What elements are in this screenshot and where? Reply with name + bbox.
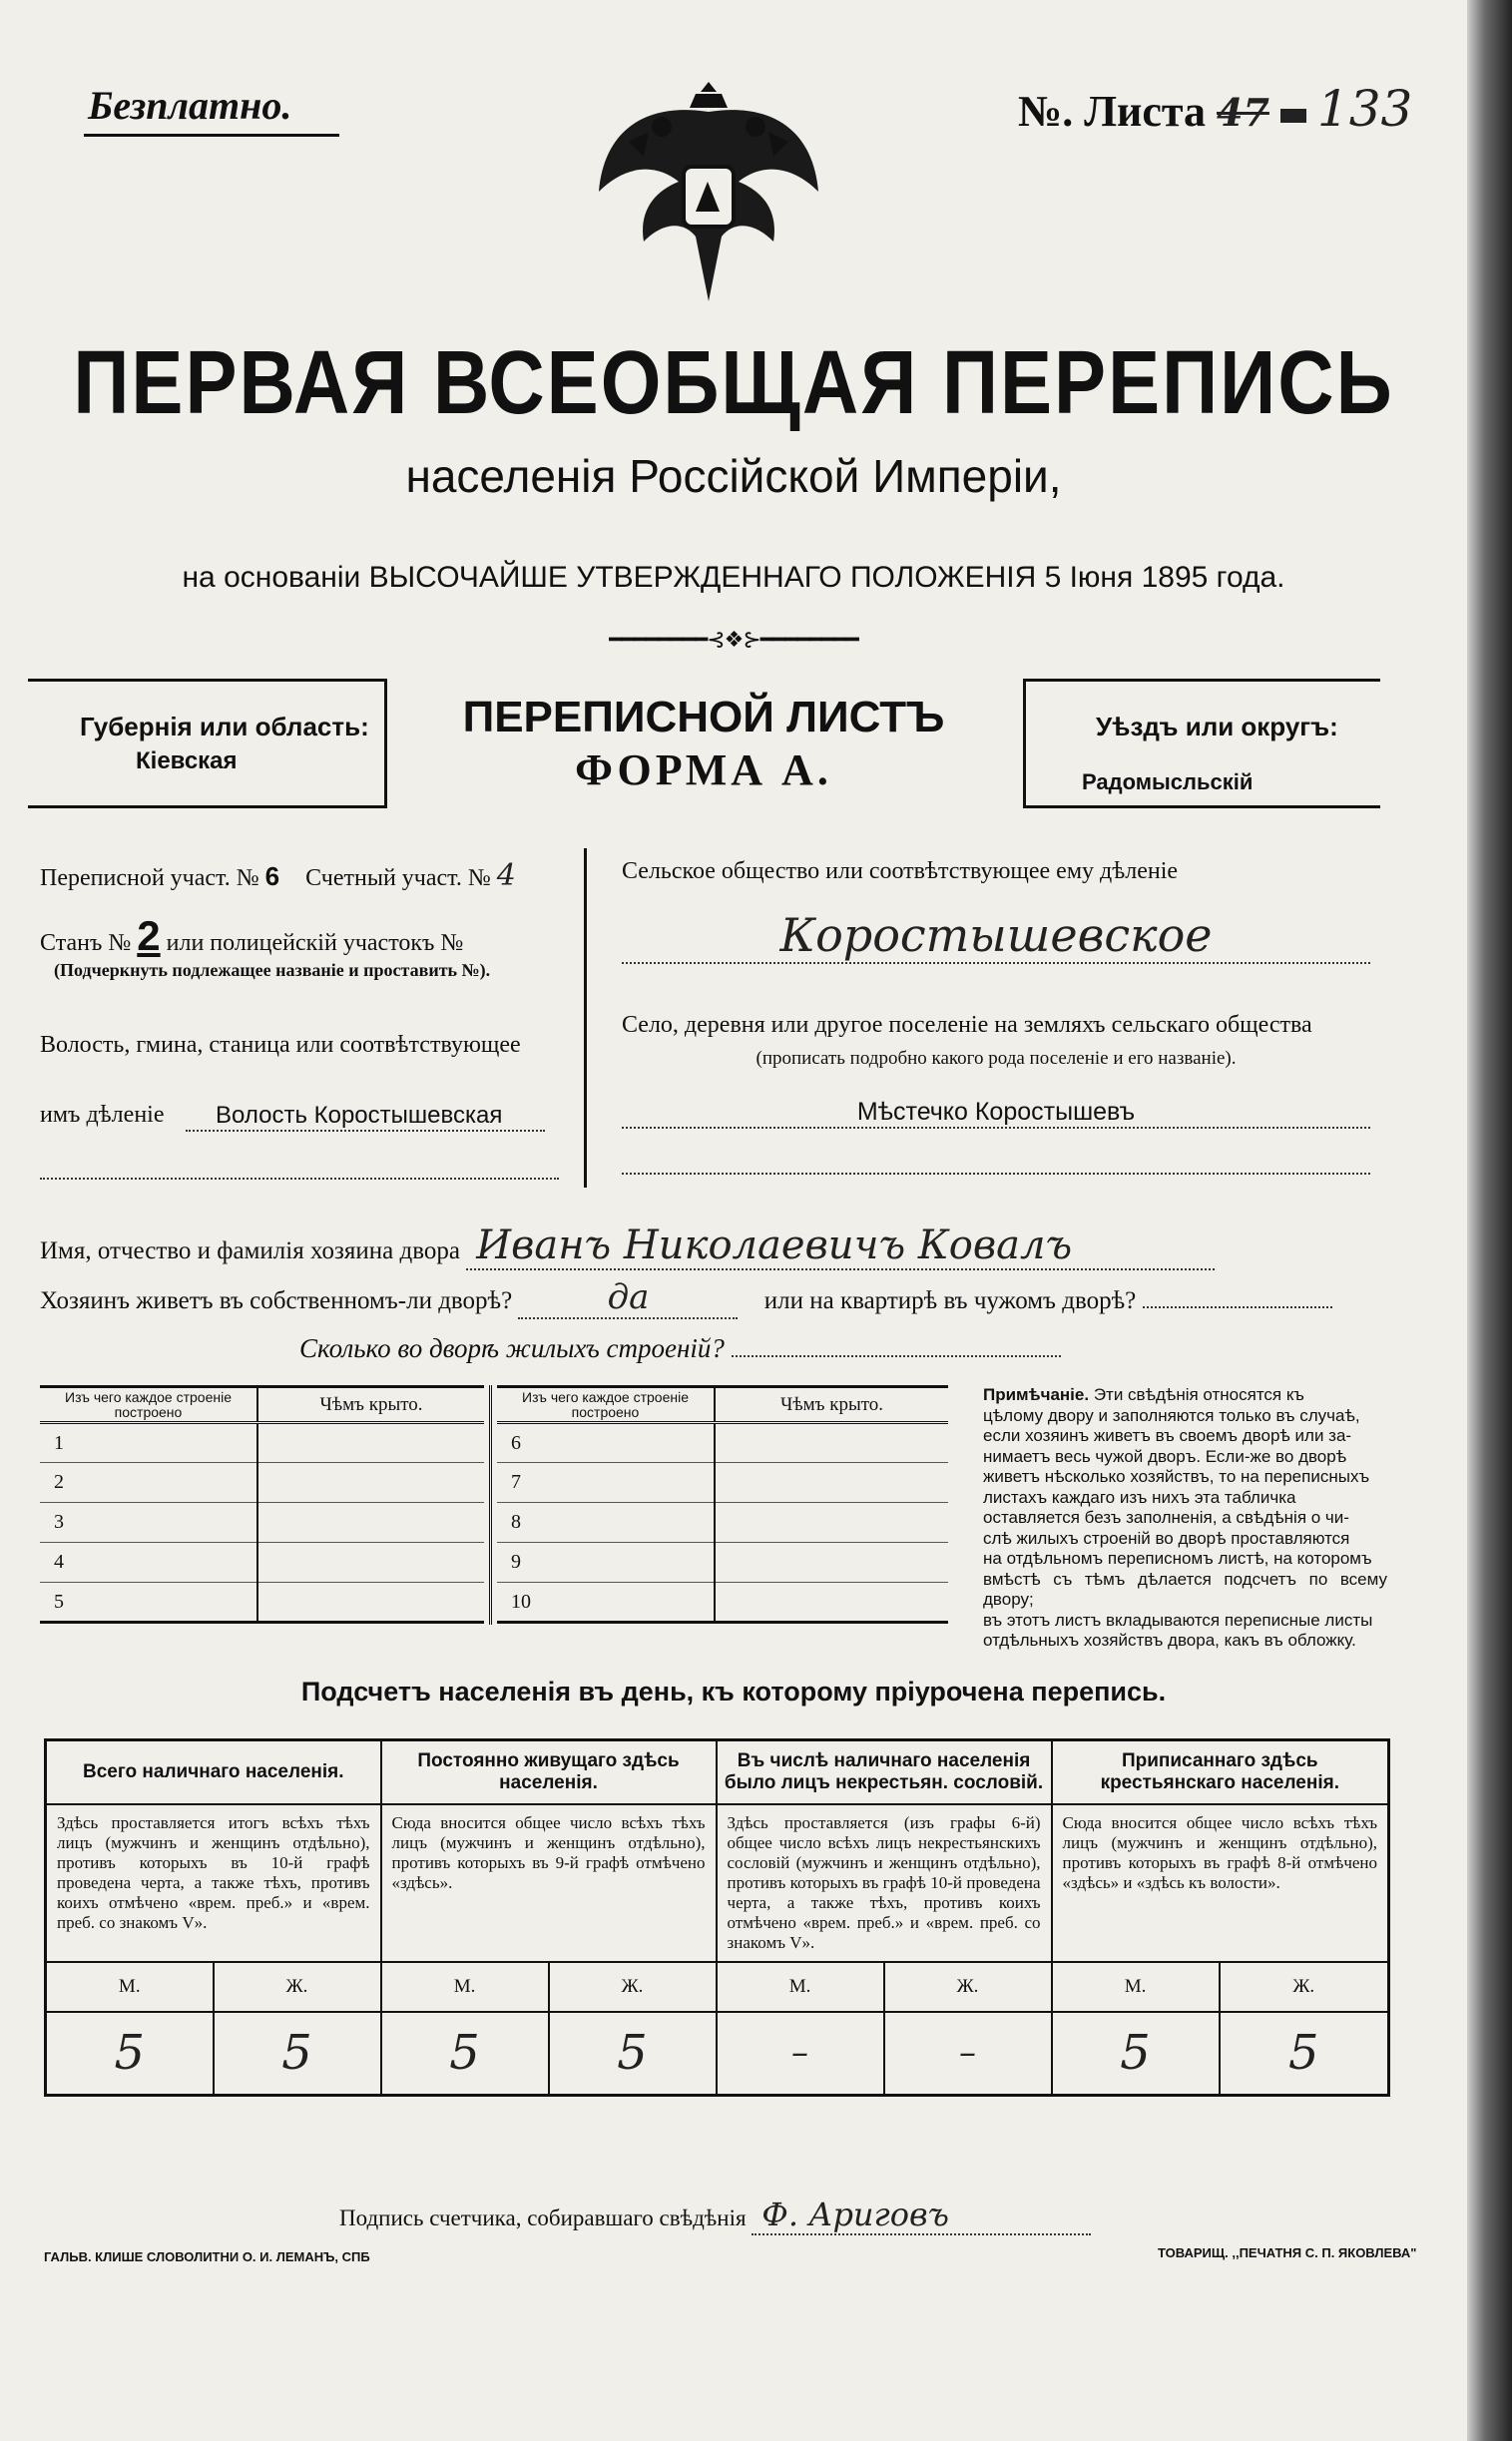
census-district-line xyxy=(40,858,516,893)
population-col-desc: Сюда вносится общее число всѣхъ тѣхъ лицъ (мужчинъ и женщинъ отдѣльно), противъ которыхъ въ 9-й графѣ отмѣчено «здѣсь». xyxy=(381,1804,717,1962)
village-blank-line xyxy=(622,1173,1370,1175)
female-count: – xyxy=(884,2012,1052,2096)
note-line: если хозяинъ живетъ въ своемъ дворѣ или за- xyxy=(983,1426,1352,1445)
female-count: 5 xyxy=(549,2012,717,2096)
buildings-table-right xyxy=(497,1385,948,1624)
male-count: – xyxy=(717,2012,884,2096)
camp-label: Станъ № xyxy=(40,930,132,956)
note-line: на отдѣльномъ переписномъ листѣ, на которомъ xyxy=(983,1549,1372,1568)
note-line: въ этотъ листъ вкладываются переписные листы xyxy=(983,1610,1373,1630)
male-header: М. xyxy=(46,1962,214,2012)
note-line: отдѣльныхъ хозяйствъ двора, какъ въ обложку. xyxy=(983,1631,1356,1650)
apartment-blank xyxy=(1143,1306,1332,1308)
sheet-number-struck: 47 xyxy=(1217,90,1269,135)
own-yard-value: да xyxy=(518,1277,738,1319)
signature-label: Подпись счетчика, собиравшаго свѣдѣнія xyxy=(339,2205,747,2230)
male-header: М. xyxy=(1052,1962,1220,2012)
free-label: Безплатно. xyxy=(88,83,292,128)
volost-label-2: имъ дѣленіе xyxy=(40,1102,165,1128)
province-box xyxy=(28,679,387,808)
building-row-number: 3 xyxy=(40,1503,257,1543)
roof-cell xyxy=(715,1503,948,1543)
buildings-blank xyxy=(732,1355,1061,1357)
district-value: Радомысльскій xyxy=(1082,769,1254,794)
note-block xyxy=(983,1385,1387,1652)
buildings-table-divider xyxy=(489,1385,492,1625)
owner-yard-line xyxy=(40,1277,1332,1319)
province-value: Кіевская xyxy=(136,747,238,774)
building-row-number: 9 xyxy=(497,1543,715,1583)
male-header: М. xyxy=(381,1962,549,2012)
police-label: или полицейскій участокъ № xyxy=(166,930,464,956)
female-header: Ж. xyxy=(1220,1962,1389,2012)
sheet-number xyxy=(1018,80,1412,138)
population-col-header: Приписаннаго здѣсь крестьянскаго населенія. xyxy=(1052,1740,1389,1804)
building-row-number: 10 xyxy=(497,1583,715,1623)
building-row-number: 6 xyxy=(497,1423,715,1463)
main-title: ПЕРВАЯ ВСЕОБЩАЯ ПЕРЕПИСЬ xyxy=(73,331,1394,433)
subtitle: населенія Россійской Имперіи, xyxy=(405,450,1062,502)
buildings-label: Сколько во дворѣ жилыхъ строеній? xyxy=(299,1333,725,1363)
volost-value: Волость Коростышевская xyxy=(186,1102,545,1132)
male-header: М. xyxy=(717,1962,884,2012)
village-value: Мѣстечко Коростышевъ xyxy=(622,1098,1370,1129)
building-row-number: 2 xyxy=(40,1463,257,1503)
society-value: Коростышевское xyxy=(622,908,1370,964)
count-district-value: 4 xyxy=(496,858,516,893)
district-label: Уѣздъ или округъ: xyxy=(1096,712,1338,741)
female-count: 5 xyxy=(1220,2012,1389,2096)
note-line: слѣ жилыхъ строеній во дворѣ проставляются xyxy=(983,1528,1350,1548)
population-col-desc: Здѣсь проставляется (изъ графы 6-й) общее число всѣхъ лицъ некрестьянскихъ сословій (мужчинъ и женщинъ отдѣльно), противъ которыхъ въ графѣ 10-й проведена черта, а также тѣхъ, противъ коихъ отмѣчено «врем. преб.» и «врем. преб. со знакомъ V». xyxy=(717,1804,1052,1962)
census-district-label: Переписной участ. № xyxy=(40,865,259,891)
material-header: Изъ чего каждое строеніе построено xyxy=(40,1387,257,1423)
camp-value: 2 xyxy=(137,912,161,959)
roof-cell xyxy=(257,1543,484,1583)
female-count: 5 xyxy=(214,2012,381,2096)
roof-cell xyxy=(715,1583,948,1623)
own-yard-label: Хозяинъ живетъ въ собственномъ-ли дворѣ? xyxy=(40,1287,513,1314)
owner-name-label: Имя, отчество и фамилія хозяина двора xyxy=(40,1237,460,1264)
note-line: вмѣстѣ съ тѣмъ дѣлается подсчетъ по всему двору; xyxy=(983,1569,1387,1609)
owner-name-line xyxy=(40,1222,1215,1270)
block-divider xyxy=(584,848,587,1188)
population-col-header: Постоянно живущаго здѣсь населенія. xyxy=(381,1740,717,1804)
printer-right: ТОВАРИЩ. ,,ПЕЧАТНЯ С. П. ЯКОВЛЕВА" xyxy=(1158,2245,1417,2260)
province-label: Губернія или область: xyxy=(80,712,369,741)
population-col-header: Въ числѣ наличнаго населенія было лицъ некрестьян. сословій. xyxy=(717,1740,1052,1804)
note-line: Примѣчаніе. Эти свѣдѣнія относятся къ xyxy=(983,1385,1304,1404)
camp-line xyxy=(40,912,463,960)
note-line: оставляется безъ заполненія, а свѣдѣнія о чи- xyxy=(983,1508,1349,1527)
note-line: живетъ нѣсколько хозяйствъ, то на переписныхъ xyxy=(983,1467,1370,1486)
population-table xyxy=(44,1738,1390,2097)
basis-line: на основаніи ВЫСОЧАЙШЕ УТВЕРЖДЕННАГО ПОЛОЖЕНІЯ 5 Іюня 1895 года. xyxy=(182,561,1285,594)
village-note: (прописать подробно какого рода поселеніе и его названіе). xyxy=(756,1048,1237,1069)
population-col-desc: Здѣсь проставляется итогъ всѣхъ тѣхъ лицъ (мужчинъ и женщинъ отдѣльно), противъ которыхъ въ 10-й графѣ проведена черта, а также тѣхъ, противъ коихъ отмѣчено «врем. преб.» и «врем. преб. со знакомъ V». xyxy=(46,1804,381,1962)
roof-cell xyxy=(715,1423,948,1463)
page-edge-shadow xyxy=(1467,0,1512,2441)
material-header: Изъ чего каждое строеніе построено xyxy=(497,1387,715,1423)
roof-cell xyxy=(257,1463,484,1503)
signature-line xyxy=(339,2196,1091,2235)
roof-cell xyxy=(257,1583,484,1623)
ornament-divider: ━━━━━━━━⊰❖⊱━━━━━━━━ xyxy=(609,627,858,652)
district-box xyxy=(1023,679,1380,808)
male-count: 5 xyxy=(46,2012,214,2096)
female-header: Ж. xyxy=(214,1962,381,2012)
society-label: Сельское общество или соотвѣтствующее ему дѣленіе xyxy=(622,858,1179,884)
sheet-number-dash xyxy=(1280,109,1306,123)
building-row-number: 8 xyxy=(497,1503,715,1543)
police-note: (Подчеркнуть подлежащее названіе и проставить №). xyxy=(54,960,491,980)
buildings-line xyxy=(299,1333,1061,1364)
building-row-number: 5 xyxy=(40,1583,257,1623)
roof-header: Чѣмъ крыто. xyxy=(779,1393,884,1415)
form-title: ПЕРЕПИСНОЙ ЛИСТЪ xyxy=(462,693,945,741)
population-col-desc: Сюда вносится общее число всѣхъ тѣхъ лицъ (мужчинъ и женщинъ отдѣльно), противъ которыхъ въ графѣ 8-й отмѣчено «здѣсь» и «здѣсь къ волости». xyxy=(1052,1804,1389,1962)
male-count: 5 xyxy=(381,2012,549,2096)
apartment-label: или на квартирѣ въ чужомъ дворѣ? xyxy=(763,1287,1137,1314)
roof-header: Чѣмъ крыто. xyxy=(319,1393,423,1415)
population-heading: Подсчетъ населенія въ день, къ которому пріурочена перепись. xyxy=(300,1677,1167,1707)
note-title: Примѣчаніе. xyxy=(983,1385,1090,1404)
roof-cell xyxy=(715,1463,948,1503)
male-count: 5 xyxy=(1052,2012,1220,2096)
building-row-number: 1 xyxy=(40,1423,257,1463)
form-name: ФОРМА А. xyxy=(575,745,832,794)
female-header: Ж. xyxy=(549,1962,717,2012)
sheet-number-label: №. Листа xyxy=(1018,87,1207,136)
population-col-header: Всего наличнаго населенія. xyxy=(46,1740,381,1804)
female-header: Ж. xyxy=(884,1962,1052,2012)
volost-label-1: Волость, гмина, станица или соотвѣтствующее xyxy=(40,1032,521,1058)
roof-cell xyxy=(715,1543,948,1583)
imperial-eagle-emblem xyxy=(584,72,833,321)
roof-cell xyxy=(257,1423,484,1463)
note-line: листахъ каждаго изъ нихъ эта табличка xyxy=(983,1487,1296,1507)
roof-cell xyxy=(257,1503,484,1543)
note-line: нимаетъ весь чужой дворъ. Если-же во дворѣ xyxy=(983,1446,1347,1466)
note-line: цѣлому двору и заполняются только въ случаѣ, xyxy=(983,1405,1360,1425)
printer-left: ГАЛЬВ. КЛИШЕ СЛОВОЛИТНИ О. И. ЛЕМАНЪ, СПБ xyxy=(44,2249,370,2264)
buildings-table-left xyxy=(40,1385,484,1624)
buildings-table xyxy=(40,1385,948,1625)
building-row-number: 4 xyxy=(40,1543,257,1583)
building-row-number: 7 xyxy=(497,1463,715,1503)
signature-value: Ф. Ариговъ xyxy=(752,2196,1091,2235)
free-underline xyxy=(84,134,339,137)
volost-blank-line xyxy=(40,1178,559,1180)
count-district-label: Счетный участ. № xyxy=(305,865,491,891)
village-label: Село, деревня или другое поселеніе на земляхъ сельскаго общества xyxy=(622,1012,1312,1038)
census-district-value: 6 xyxy=(264,861,280,891)
sheet-number-value: 133 xyxy=(1316,80,1413,138)
owner-name-value: Иванъ Николаевичъ Ковалъ xyxy=(466,1222,1215,1270)
